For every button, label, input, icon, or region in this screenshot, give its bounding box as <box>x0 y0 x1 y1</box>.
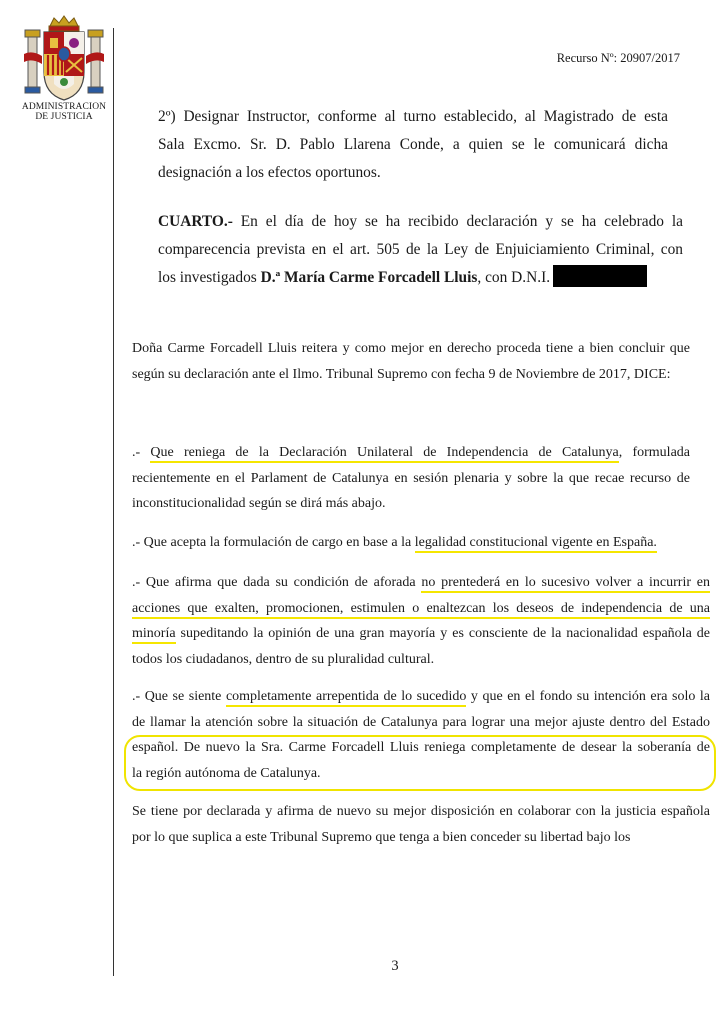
highlight-circle <box>124 735 716 791</box>
text-line <box>132 596 710 622</box>
redaction-box <box>553 265 647 287</box>
text-fragment: , con D.N.I. <box>477 269 551 286</box>
text-line: español. De nuevo la Sra. Carme Forcadell Lluis reniega completamente de desear la soberanía de <box>132 740 710 755</box>
text-line: de llamar la atención sobre la situación de Catalunya para lograr una mejor ajuste dentro del Estado <box>132 714 710 730</box>
declaration-point-2 <box>132 530 690 556</box>
text-line: según su declaración ante el Ilmo. Tribunal Supremo con fecha 9 de Noviembre de 2017, DICE: <box>132 366 671 382</box>
margin-rule <box>113 28 114 976</box>
highlighted-text: legalidad constitucional vigente en España. <box>415 535 657 553</box>
text-fragment: .- Que acepta la formulación de cargo en base a la <box>132 535 415 550</box>
text-line <box>158 264 683 292</box>
highlighted-text: no prentederá en lo sucesivo volver a incurrir en <box>421 575 710 593</box>
text-line: por lo que suplica a este Tribunal Supremo que tenga a bien conceder su libertad bajo los <box>132 829 631 845</box>
designation-paragraph <box>158 103 668 187</box>
text-line: inconstitucionalidad según se dirá más abajo. <box>132 496 386 511</box>
spain-coat-of-arms-icon <box>22 14 106 106</box>
text-line: Doña Carme Forcadell Lluis reitera y como mejor en derecho proceda tiene a bien concluir que <box>132 341 690 356</box>
text-line: la región autónoma de Catalunya. <box>132 765 321 781</box>
text-line <box>132 621 710 647</box>
institution-name <box>8 102 120 122</box>
text-line <box>132 530 690 556</box>
text-line: 2º) Designar Instructor, conforme al turno establecido, al Magistrado de esta <box>158 108 668 125</box>
text-line: todos los ciudadanos, dentro de su pluralidad cultural. <box>132 651 435 667</box>
text-line <box>132 570 710 596</box>
text-line: designación a los efectos oportunos. <box>158 164 381 181</box>
text-line: comparecencia prevista en el art. 505 de la Ley de Enjuiciamiento Criminal, con <box>158 241 683 258</box>
text-line: Sala Excmo. Sr. D. Pablo Llarena Conde, a quien se le comunicará dicha <box>158 136 668 153</box>
highlighted-text: minoría <box>132 626 176 644</box>
institution-line-2: DE JUSTICIA <box>35 112 93 122</box>
section-heading: CUARTO.- <box>158 213 233 230</box>
text-line <box>132 684 710 710</box>
defendant-name: D.ª María Carme Forcadell Lluis <box>260 269 478 286</box>
declaration-point-1 <box>132 440 690 517</box>
text-fragment: los investigados <box>158 269 261 286</box>
text-line: Se tiene por declarada y afirma de nuevo su mejor disposición en colaborar con la justicia española <box>132 804 710 819</box>
intro-paragraph <box>132 336 690 387</box>
page-number: 3 <box>391 958 399 974</box>
cuarto-paragraph <box>158 208 683 292</box>
text-fragment: En el día de hoy se ha recibido declaración y se ha celebrado la <box>232 213 683 230</box>
text-line <box>132 440 690 466</box>
declaration-point-3 <box>132 570 710 672</box>
case-number: Recurso Nº: 20907/2017 <box>556 51 680 65</box>
text-fragment: .- Que afirma que dada su condición de aforada <box>132 575 422 590</box>
text-fragment: y que en el fondo su intención era solo la <box>466 689 710 704</box>
institution-line-1: ADMINISTRACION <box>21 102 107 112</box>
text-fragment: .- Que se siente <box>132 689 226 704</box>
highlighted-text: completamente arrepentida de lo sucedido <box>226 689 466 707</box>
closing-paragraph <box>132 799 710 850</box>
highlighted-text: Que reniega de la Declaración Unilateral de Independencia de Catalunya <box>150 445 618 463</box>
highlighted-text: acciones que exalten, promocionen, estimulen o enaltezcan los deseos de independencia de una <box>132 601 710 619</box>
text-fragment: .- <box>132 445 151 460</box>
text-line: recientemente en el Parlament de Catalunya en sesión plenaria y sobre la que recae recurso de <box>132 470 690 486</box>
text-fragment: supeditando la opinión de una gran mayoría y es consciente de la nacionalidad española de <box>175 626 710 641</box>
text-line <box>158 208 683 236</box>
text-fragment: , formulada <box>618 445 690 460</box>
